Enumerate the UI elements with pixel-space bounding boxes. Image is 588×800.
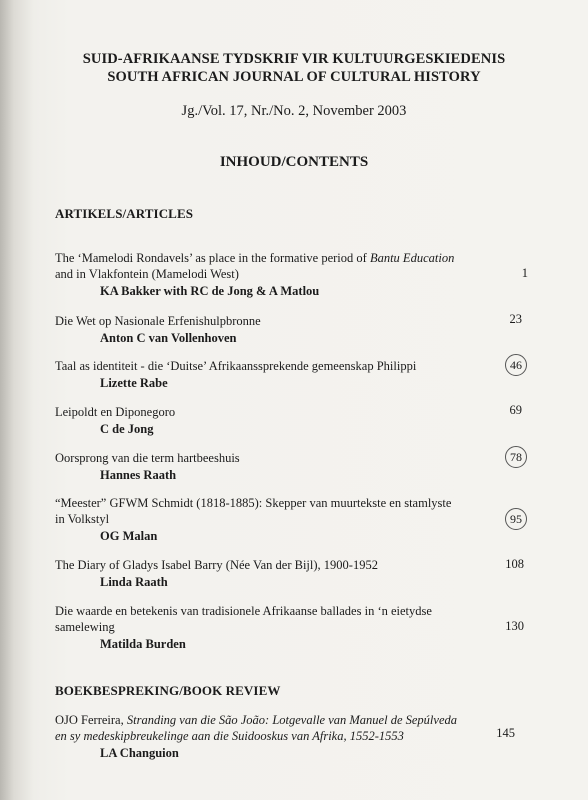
article-entry (55, 603, 515, 652)
article-title-text: The ‘Mamelodi Rondavels’ as place in the formative period of (55, 251, 367, 265)
circled-page-number: 95 (505, 508, 527, 530)
book-author: OJO Ferreira, (55, 713, 124, 727)
article-title: Oorsprong van die term hartbeeshuis (55, 451, 240, 465)
article-authors: Hannes Raath (100, 468, 177, 482)
book-title-italic: Stranding van die São João: Lotgevalle van Manuel de Sepúlveda (126, 713, 457, 727)
article-page-number: 1 (521, 266, 528, 280)
article-authors: C de Jong (100, 422, 154, 436)
articles-section-heading: ARTIKELS/ARTICLES (55, 206, 194, 221)
circled-page-number: 46 (505, 354, 527, 376)
article-authors: Anton C van Vollenhoven (100, 331, 237, 345)
book-reviewer: LA Changuion (100, 746, 179, 760)
journal-title-afrikaans: SUID-AFRIKAANSE TYDSKRIF VIR KULTUURGESKIEDENIS (82, 51, 506, 67)
article-entry (55, 557, 515, 590)
journal-title-english: SOUTH AFRICAN JOURNAL OF CULTURAL HISTORY (107, 69, 481, 85)
article-title-line: “Meester” GFWM Schmidt (1818-1885): Skepper van muurtekste en stamlyste (55, 496, 452, 510)
article-page-number: 23 (509, 312, 522, 326)
article-entry (55, 404, 515, 437)
book-review-section-heading: BOEKBESPREKING/BOOK REVIEW (55, 683, 281, 698)
journal-header (0, 50, 588, 86)
article-authors: Matilda Burden (100, 637, 186, 651)
book-title-italic-continued: en sy medeskipbreukelinge aan die Suidooskus van Afrika, 1552-1553 (55, 729, 404, 743)
article-title-line: samelewing (55, 620, 115, 634)
book-review-title (55, 712, 510, 744)
article-title-text-continued: and in Vlakfontein (Mamelodi West) (55, 267, 239, 281)
article-title (55, 250, 515, 282)
article-entry (55, 495, 515, 544)
book-review-entry (55, 712, 510, 761)
article-title-italic: Bantu Education (369, 251, 455, 265)
article-authors: Linda Raath (100, 575, 168, 589)
article-title: Die Wet op Nasionale Erfenishulpbronne (55, 314, 261, 328)
article-authors: Lizette Rabe (100, 376, 168, 390)
article-entry (55, 313, 515, 346)
volume-info: Jg./Vol. 17, Nr./No. 2, November 2003 (181, 103, 407, 119)
article-entry (55, 450, 515, 483)
article-title: Taal as identiteit - die ‘Duitse’ Afrikaanssprekende gemeenskap Philippi (55, 359, 417, 373)
article-title: The Diary of Gladys Isabel Barry (Née Van der Bijl), 1900-1952 (55, 558, 378, 572)
article-title-line: Die waarde en betekenis van tradisionele Afrikaanse ballades in ‘n eietydse (55, 604, 432, 618)
article-authors: KA Bakker with RC de Jong & A Matlou (100, 284, 320, 298)
article-title: Leipoldt en Diponegoro (55, 405, 176, 419)
article-page-number: 69 (509, 403, 522, 417)
article-entry (55, 358, 515, 391)
article-entry (55, 250, 515, 299)
article-authors: OG Malan (100, 529, 158, 543)
book-review-page-number: 145 (496, 726, 515, 740)
article-title (55, 495, 515, 527)
article-title-line: in Volkstyl (55, 512, 110, 526)
article-page-number: 130 (505, 619, 524, 633)
article-page-number: 108 (505, 557, 524, 571)
contents-heading: INHOUD/CONTENTS (219, 154, 369, 170)
circled-page-number: 78 (505, 446, 527, 468)
article-title (55, 603, 515, 635)
